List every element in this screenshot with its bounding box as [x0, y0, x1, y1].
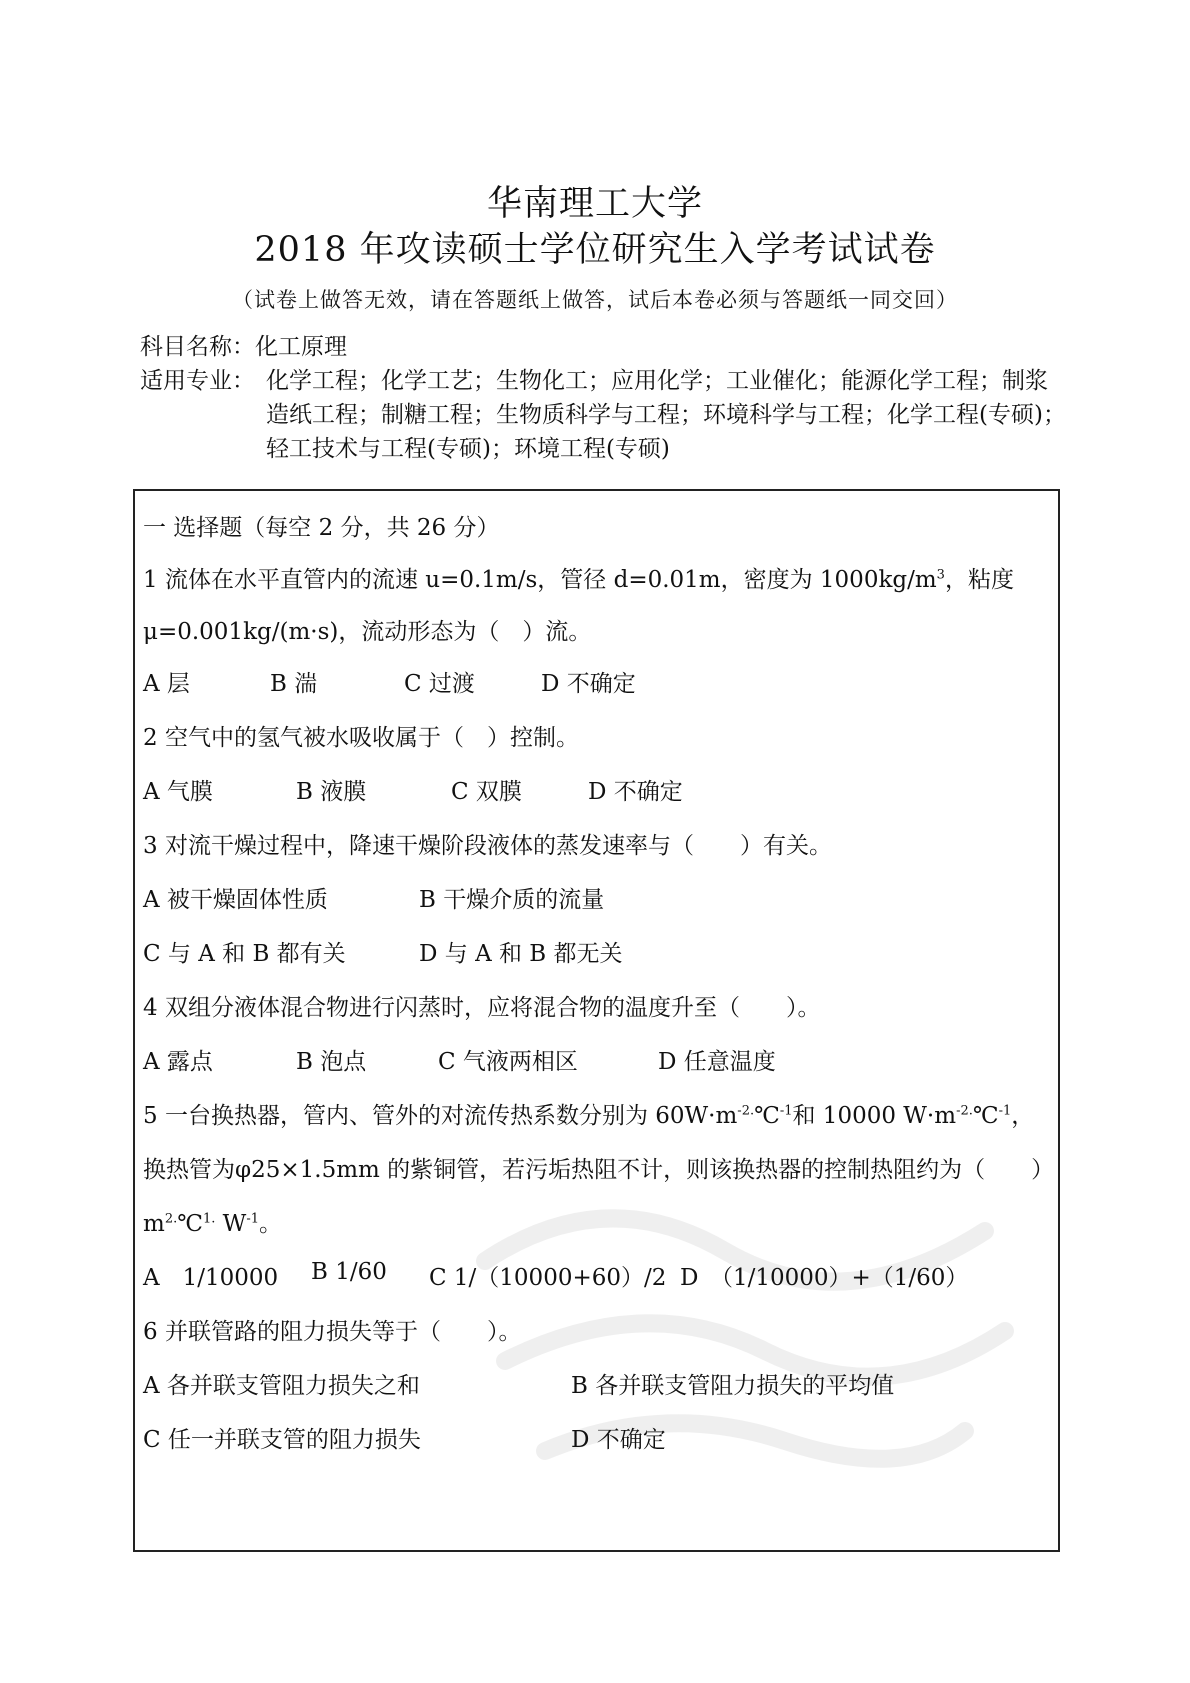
option-c: C 气液两相区	[438, 1049, 578, 1075]
option-d: D 与 A 和 B 都无关	[419, 941, 623, 967]
q6-text: 6 并联管路的阻力损失等于（ ）。	[143, 1319, 522, 1345]
q5-line3: $m^{2.}℃^{1.}$ $W^{-1}$。	[143, 1211, 282, 1237]
exam-title: 2018 年攻读硕士学位研究生入学考试试卷	[254, 230, 936, 270]
section-title: 一 选择题（每空 2 分，共 26 分）	[143, 515, 500, 541]
exam-note: （试卷上做答无效，请在答题纸上做答，试后本卷必须与答题纸一同交回）	[232, 288, 958, 312]
subject-row	[140, 330, 347, 364]
q5-line1: 5 一台换热器，管内、管外的对流传热系数分别为 $60W\cdot m^{-2.}℃^{-1}$和 10000 $W\cdot m^{-2.}℃^{-1}$，	[143, 1103, 1035, 1129]
majors-value: 化学工程；化学工艺；生物化工；应用化学；工业催化；能源化学工程；制浆造纸工程；制糖工程；生物质科学与工程；环境科学与工程；化学工程(专硕)；轻工技术与工程(专硕)；环境工程(专硕)	[266, 368, 1066, 462]
q5-line2: 换热管为φ25×1.5mm 的紫铜管，若污垢热阻不计，则该换热器的控制热阻约为（ ）	[143, 1157, 1055, 1183]
option-c: C 与 A 和 B 都有关	[143, 941, 346, 967]
option-a: A 露点	[143, 1049, 213, 1075]
q3-text: 3 对流干燥过程中，降速干燥阶段液体的蒸发速率与（ ）有关。	[143, 833, 832, 859]
option-a: A 各并联支管阻力损失之和	[143, 1373, 420, 1399]
subject-label: 科目名称：	[140, 334, 255, 360]
q1-line2: μ=0.001kg/(m·s)，流动形态为（ ）流。	[143, 619, 592, 645]
option-d: D （1/10000）+（1/60）	[680, 1265, 969, 1291]
option-a: A 层	[143, 671, 190, 697]
majors-label: 适用专业：	[140, 368, 255, 394]
option-b: B 液膜	[296, 779, 367, 805]
option-b: B 各并联支管阻力损失的平均值	[571, 1373, 895, 1399]
option-a: A 1/10000	[143, 1265, 279, 1291]
option-b: B 干燥介质的流量	[419, 887, 605, 913]
option-b: B 1/60	[311, 1259, 387, 1285]
q1-line1: 1 流体在水平直管内的流速 u=0.1m/s，管径 d=0.01m，密度为 $1000kg/m^3$，粘度	[143, 567, 1014, 593]
option-c: C 任一并联支管的阻力损失	[143, 1427, 421, 1453]
q2-text: 2 空气中的氢气被水吸收属于（ ）控制。	[143, 725, 579, 751]
option-c: C 双膜	[451, 779, 522, 805]
subject-value: 化工原理	[255, 334, 347, 360]
option-c: C 过渡	[404, 671, 475, 697]
option-b: B 泡点	[296, 1049, 367, 1075]
watermark-graphic	[465, 1141, 1025, 1501]
question-box	[133, 489, 1060, 1552]
option-a: A 被干燥固体性质	[143, 887, 328, 913]
q4-text: 4 双组分液体混合物进行闪蒸时，应将混合物的温度升至（ ）。	[143, 995, 821, 1021]
option-d: D 不确定	[541, 671, 636, 697]
option-c: C 1/（10000+60）/2	[429, 1265, 667, 1291]
option-d: D 不确定	[588, 779, 683, 805]
option-a: A 气膜	[143, 779, 213, 805]
option-b: B 湍	[270, 671, 318, 697]
majors-row	[140, 364, 1070, 466]
option-d: D 不确定	[571, 1427, 666, 1453]
option-d: D 任意温度	[658, 1049, 776, 1075]
university-title: 华南理工大学	[486, 184, 703, 224]
